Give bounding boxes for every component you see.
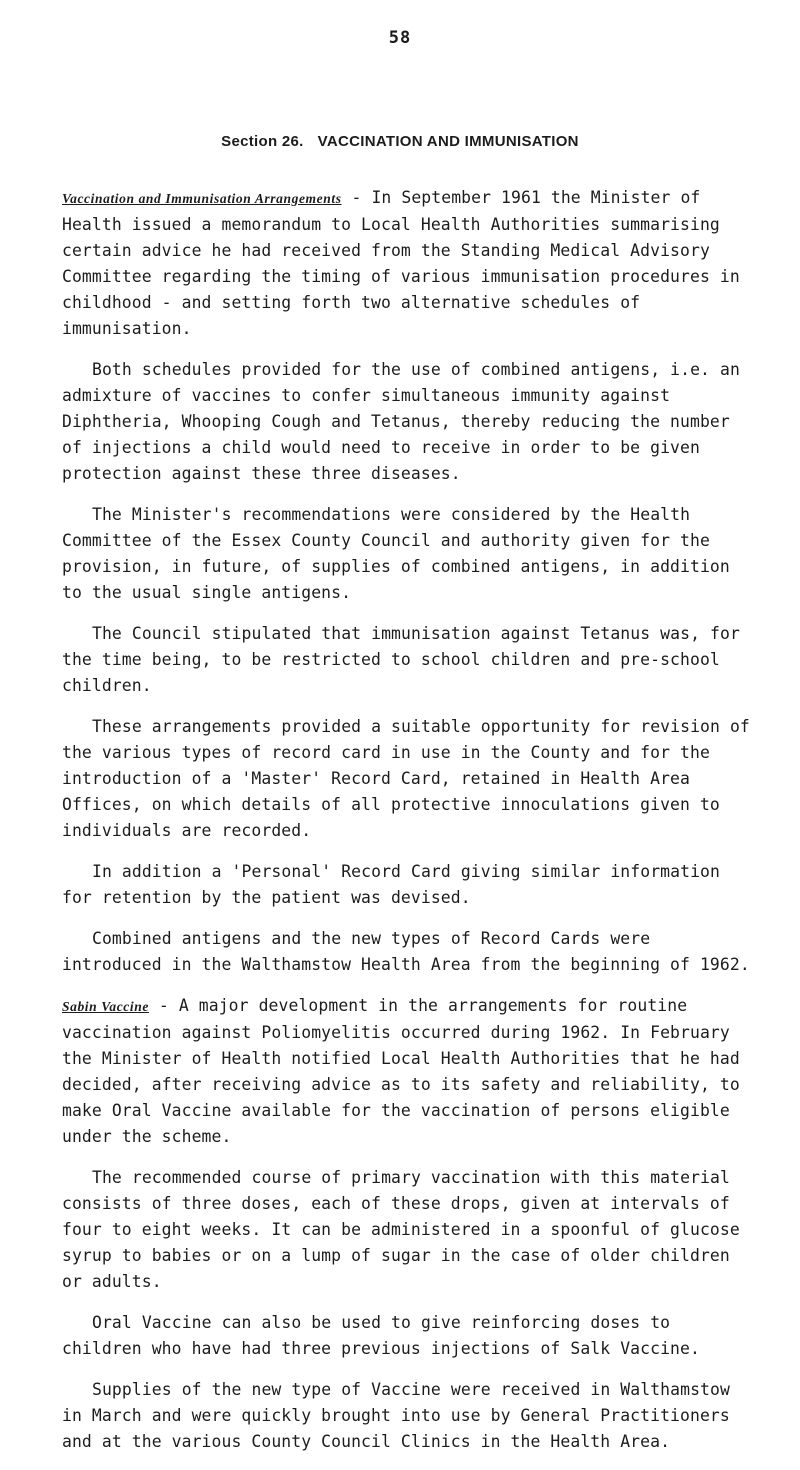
body-text (62, 185, 752, 1470)
paragraph-walthamstow-intro (62, 926, 752, 978)
section-heading: VACCINATION AND IMMUNISATION (317, 133, 579, 150)
inline-heading-sabin: Sabin Vaccine (62, 999, 149, 1014)
paragraph-recommendations (62, 502, 752, 606)
paragraph-text: The Minister's recommendations were considered by the Health Committee of the Essex County Council and authority given for the provision, in future, of supplies of combined antigens, in addition to the usual single antigens. (62, 505, 730, 602)
paragraph-text: The recommended course of primary vaccination with this material consists of three doses, each of these drops, given at intervals of four to eight weeks. It can be administered in a spoonful of glucose syrup to babies or on a lump of sugar in the case of older children or adults. (62, 1168, 740, 1291)
paragraph-tetanus (62, 621, 752, 699)
paragraph-text: Oral Vaccine can also be used to give reinforcing doses to children who have had three previous injections of Salk Vaccine. (62, 1313, 700, 1358)
paragraph-reinforcing (62, 1310, 752, 1362)
paragraph-text: In addition a 'Personal' Record Card giving similar information for retention by the patient was devised. (62, 862, 720, 907)
paragraph-primary-course (62, 1165, 752, 1295)
section-label: Section 26. (221, 133, 304, 150)
paragraph-text: Combined antigens and the new types of Record Cards were introduced in the Walthamstow Health Area from the beginning of 1962. (62, 929, 750, 974)
paragraph-text: Supplies of the new type of Vaccine were received in Walthamstow in March and were quickly brought into use by General Practitioners and at the various County Council Clinics in the Health Area. (62, 1380, 730, 1451)
paragraph-text: The Council stipulated that immunisation against Tetanus was, for the time being, to be restricted to school children and pre-school children. (62, 624, 740, 695)
paragraph-schedules (62, 357, 752, 487)
paragraph-text: These arrangements provided a suitable opportunity for revision of the various types of record card in use in the County and for the introduction of a 'Master' Record Card, retained in Health Area Offices, on which details of all protective innoculations given to individuals are recorded. (62, 717, 750, 840)
paragraph-text: - In September 1961 the Minister of Health issued a memorandum to Local Health Authorities summarising certain advice he had received from the Standing Medical Advisory Committee regarding the timing of various immunisation procedures in childhood - and setting forth two alternative schedules of immunisation. (62, 188, 740, 338)
inline-heading-arrangements: Vaccination and Immunisation Arrangements (62, 191, 342, 206)
paragraph-supplies (62, 1377, 752, 1455)
paragraph-arrangements (62, 185, 752, 342)
paragraph-record-cards (62, 714, 752, 844)
paragraph-text: Both schedules provided for the use of combined antigens, i.e. an admixture of vaccines to confer simultaneous immunity against Diphtheria, Whooping Cough and Tetanus, thereby reducing the number of injections a child would need to receive in order to be given protection against these three diseases. (62, 360, 740, 483)
page-number: 58 (388, 28, 412, 48)
paragraph-sabin (62, 993, 752, 1150)
paragraph-text: - A major development in the arrangements for routine vaccination against Poliomyelitis occurred during 1962. In February the Minister of Health notified Local Health Authorities that he had decided, after receiving advice as to its safety and reliability, to make Oral Vaccine available for the vaccination of persons eligible under the scheme. (62, 996, 740, 1146)
paragraph-personal-card (62, 859, 752, 911)
section-title (0, 133, 800, 150)
